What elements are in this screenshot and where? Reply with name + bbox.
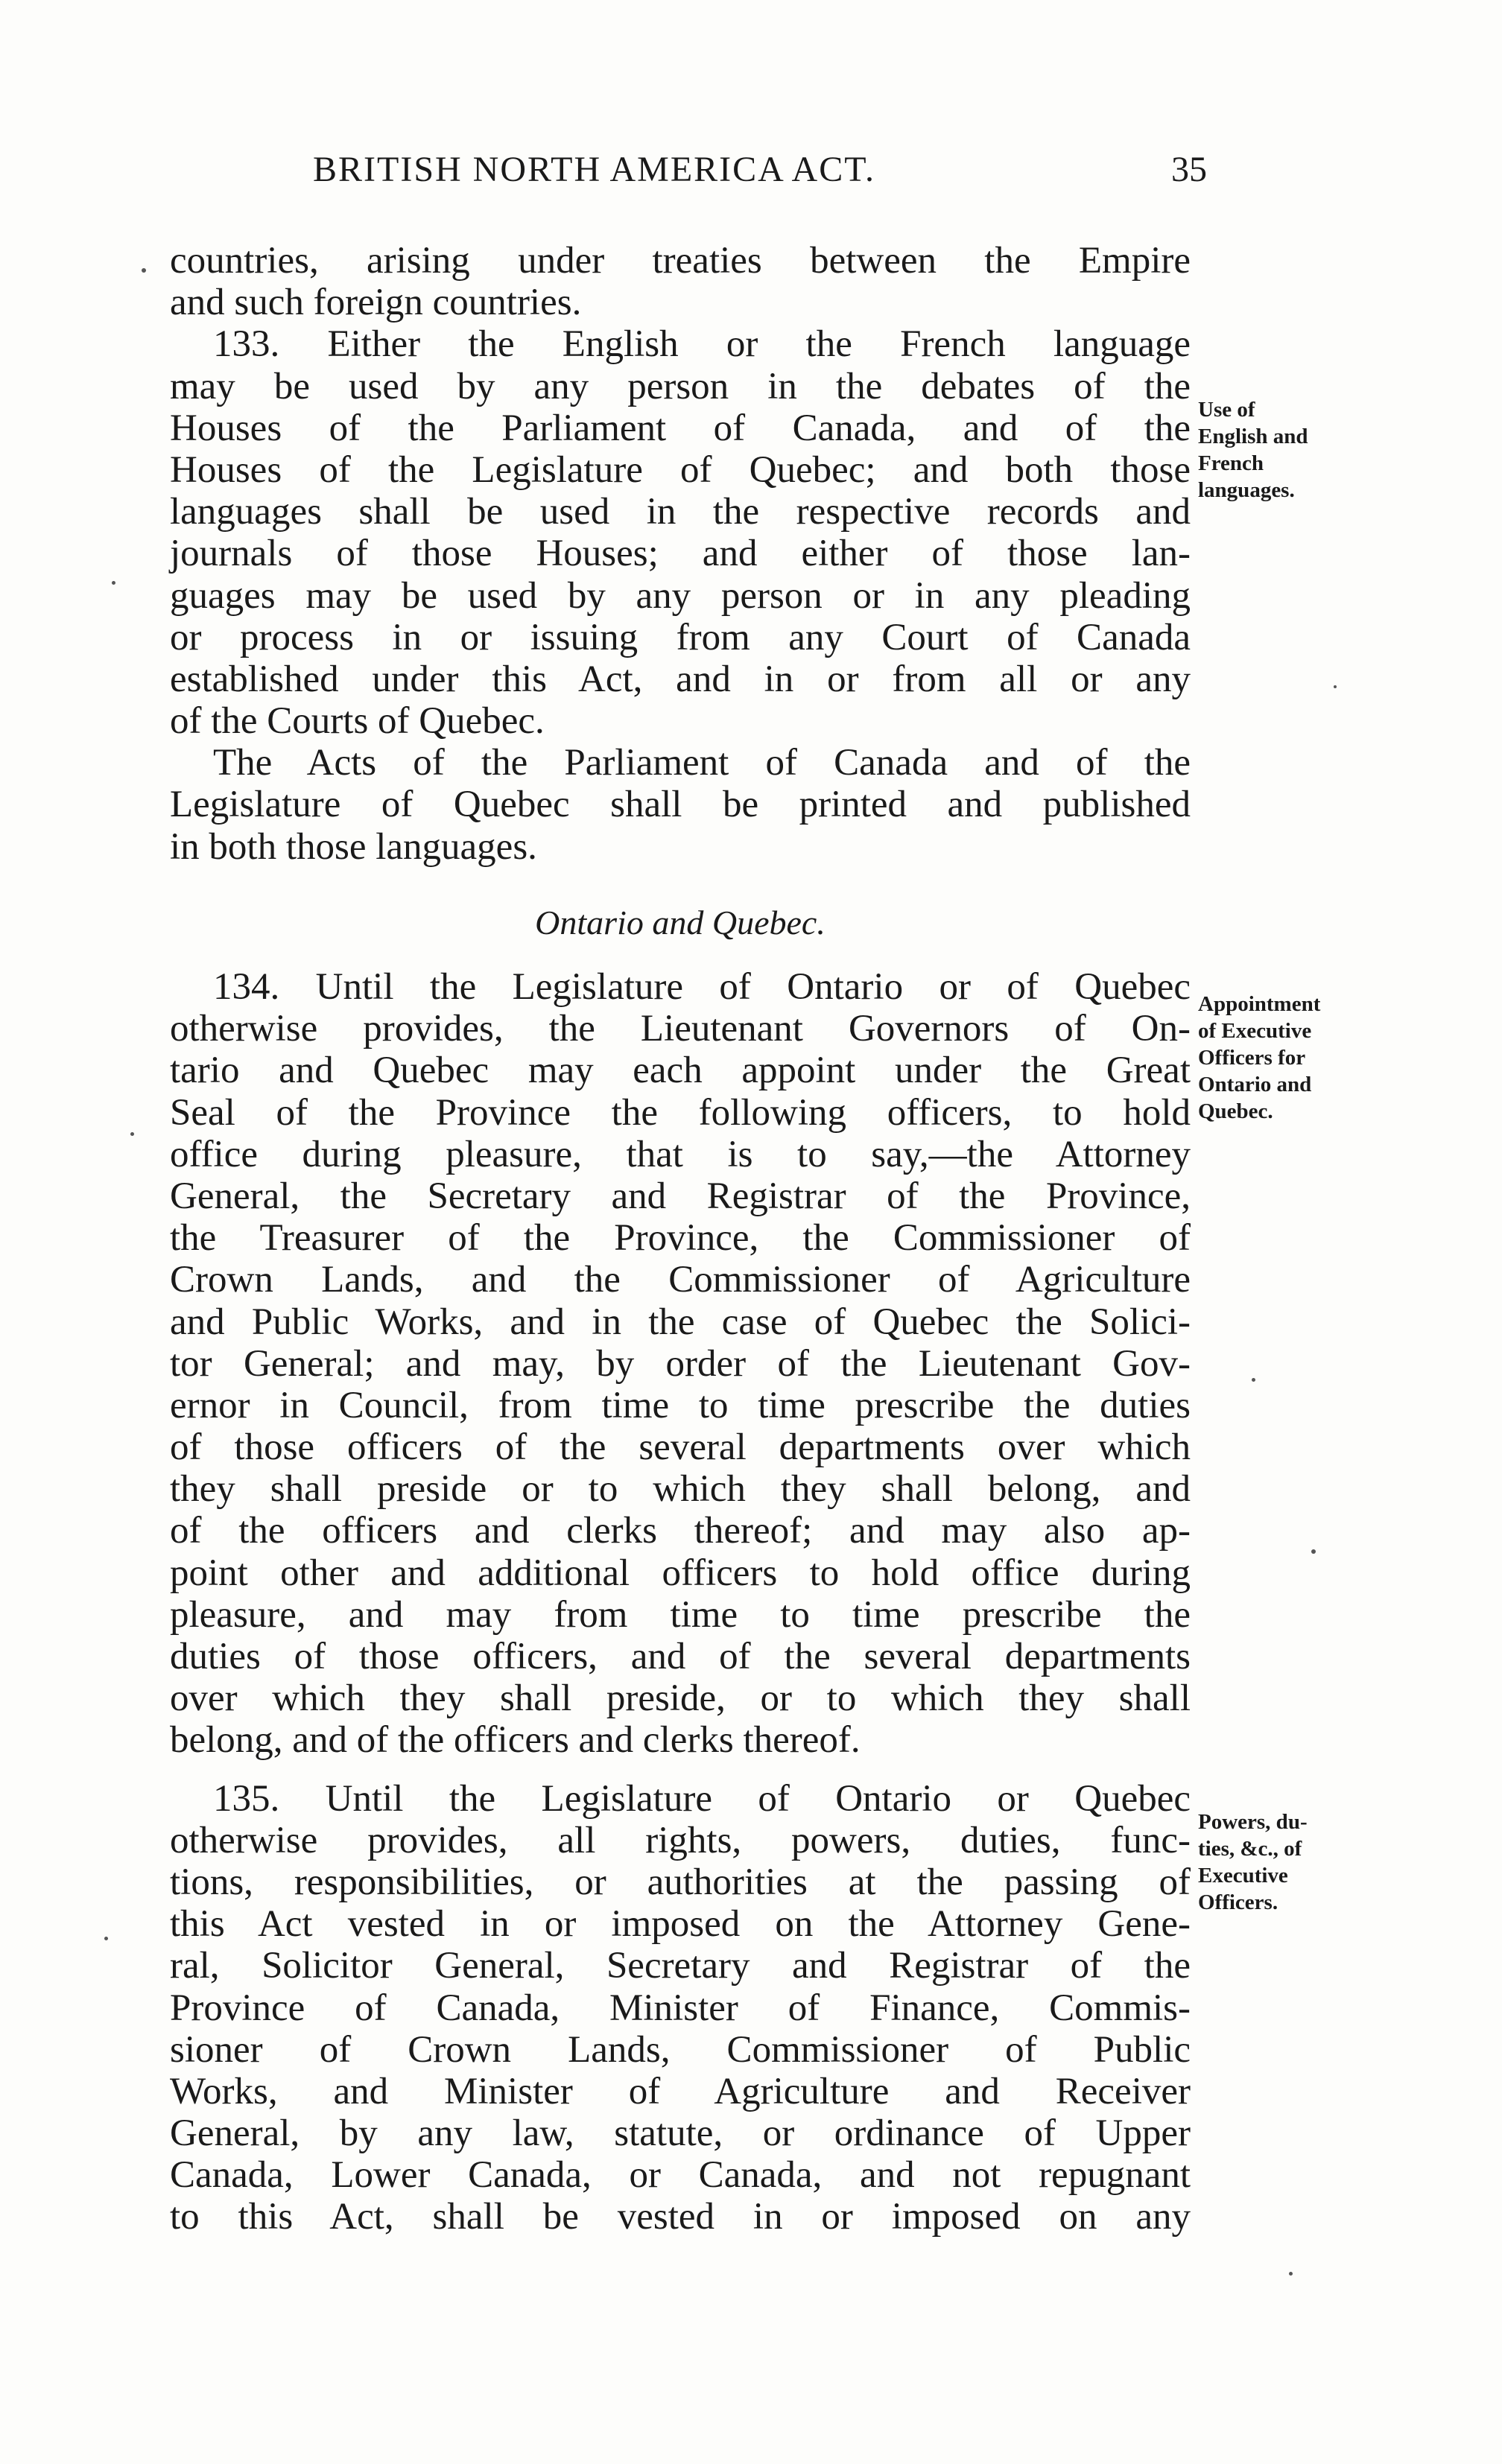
text-line: Province of Canada, Minister of Finance, Commis- — [170, 1987, 1191, 2029]
margin-note-line: Use of — [1198, 398, 1255, 422]
text-line: guages may be used by any person or in any pleading — [170, 574, 1191, 617]
margin-note-line: Powers, du- — [1198, 1810, 1308, 1834]
text-line: languages shall be used in the respective records and — [170, 491, 1191, 533]
text-line: ernor in Council, from time to time prescribe the duties — [170, 1384, 1191, 1426]
text-line: ral, Solicitor General, Secretary and Registrar of the — [170, 1945, 1191, 1987]
margin-note-134 — [1198, 991, 1392, 1125]
text-line: and Public Works, and in the case of Quebec the Solici- — [170, 1301, 1191, 1343]
text-line: of the officers and clerks thereof; and may also ap- — [170, 1510, 1191, 1552]
scan-speck — [1252, 1378, 1255, 1382]
text-line: Houses of the Parliament of Canada, and of the — [170, 407, 1191, 449]
text-line: they shall preside or to which they shall belong, and — [170, 1468, 1191, 1511]
margin-note-135 — [1198, 1809, 1392, 1916]
text-line: Works, and Minister of Agriculture and Receiver — [170, 2070, 1191, 2112]
text-line: The Acts of the Parliament of Canada and of the — [213, 742, 1191, 784]
margin-note-line: French — [1198, 451, 1264, 475]
section-134-first-line: 134. Until the Legislature of Ontario or of Quebec — [213, 966, 1191, 1009]
scan-speck — [1289, 2272, 1293, 2276]
margin-note-line: ties, &c., of — [1198, 1837, 1302, 1861]
scan-speck — [112, 581, 115, 585]
text-line: to this Act, shall be vested in or imposed on any — [170, 2196, 1191, 2238]
text-line: or process in or issuing from any Court of Canada — [170, 616, 1191, 658]
text-line: Canada, Lower Canada, or Canada, and not repugnant — [170, 2154, 1191, 2197]
text-line: may be used by any person in the debates of the — [170, 365, 1191, 407]
text-line: tions, responsibilities, or authorities at the passing of — [170, 1861, 1191, 1903]
page-number: 35 — [1171, 150, 1207, 189]
text-line: of those officers of the several departments over which — [170, 1426, 1191, 1469]
text-line: General, the Secretary and Registrar of the Province, — [170, 1175, 1191, 1217]
text-line: countries, arising under treaties between the Empire — [170, 240, 1191, 282]
margin-note-line: Appointment — [1198, 992, 1321, 1016]
text-line: tario and Quebec may each appoint under the Great — [170, 1050, 1191, 1092]
margin-note-line: Executive — [1198, 1864, 1288, 1887]
text-line: office during pleasure, that is to say,—the Attorney — [170, 1133, 1191, 1175]
text-line: otherwise provides, all rights, powers, duties, func- — [170, 1819, 1191, 1861]
text-line: over which they shall preside, or to which they shall — [170, 1677, 1191, 1720]
margin-note-line: languages. — [1198, 478, 1295, 502]
section-135-first-line: 135. Until the Legislature of Ontario or Quebec — [213, 1777, 1191, 1820]
text-line: point other and additional officers to hold office during — [170, 1552, 1191, 1594]
body-text — [170, 240, 1191, 2238]
text-line: belong, and of the officers and clerks thereof. — [170, 1719, 861, 1762]
text-line: journals of those Houses; and either of those lan- — [170, 533, 1191, 575]
margin-note-line: Quebec. — [1198, 1099, 1273, 1123]
text-line: Seal of the Province the following officers, to hold — [170, 1091, 1191, 1134]
text-line: Legislature of Quebec shall be printed and published — [170, 784, 1191, 826]
text-line: tor General; and may, by order of the Lieutenant Gov- — [170, 1342, 1191, 1385]
scan-speck — [104, 1937, 108, 1940]
text-line: duties of those officers, and of the several departments — [170, 1636, 1191, 1678]
section-heading: Ontario and Quebec. — [535, 903, 826, 942]
margin-note-line: of Executive — [1198, 1019, 1312, 1043]
scan-speck — [1311, 1549, 1316, 1554]
scan-speck — [130, 1132, 134, 1136]
text-line: sioner of Crown Lands, Commissioner of Public — [170, 2028, 1191, 2071]
margin-note-133 — [1198, 396, 1392, 504]
paragraph-gap — [170, 1762, 1191, 1778]
page-header — [313, 149, 1207, 201]
margin-note-line: Ontario and — [1198, 1073, 1312, 1096]
section-133-first-line: 133. Either the English or the French language — [213, 323, 1191, 366]
margin-note-line: English and — [1198, 425, 1308, 448]
text-line: otherwise provides, the Lieutenant Governors of On- — [170, 1008, 1191, 1050]
text-line: of the Courts of Quebec. — [170, 700, 545, 743]
text-line: and such foreign countries. — [170, 282, 582, 324]
margin-note-line: Officers for — [1198, 1046, 1306, 1070]
text-line: pleasure, and may from time to time prescribe the — [170, 1593, 1191, 1636]
text-line: Houses of the Legislature of Quebec; and both those — [170, 448, 1191, 491]
text-line: the Treasurer of the Province, the Commissioner of — [170, 1217, 1191, 1260]
text-line: General, by any law, statute, or ordinance of Upper — [170, 2112, 1191, 2155]
text-line: in both those languages. — [170, 825, 537, 868]
scan-speck — [1334, 685, 1337, 688]
text-line: Crown Lands, and the Commissioner of Agriculture — [170, 1259, 1191, 1301]
running-title: BRITISH NORTH AMERICA ACT. — [313, 150, 875, 189]
text-line: established under this Act, and in or from all or any — [170, 658, 1191, 700]
margin-note-line: Officers. — [1198, 1890, 1278, 1914]
text-line: this Act vested in or imposed on the Attorney Gene- — [170, 1903, 1191, 1946]
scan-speck — [142, 268, 146, 273]
